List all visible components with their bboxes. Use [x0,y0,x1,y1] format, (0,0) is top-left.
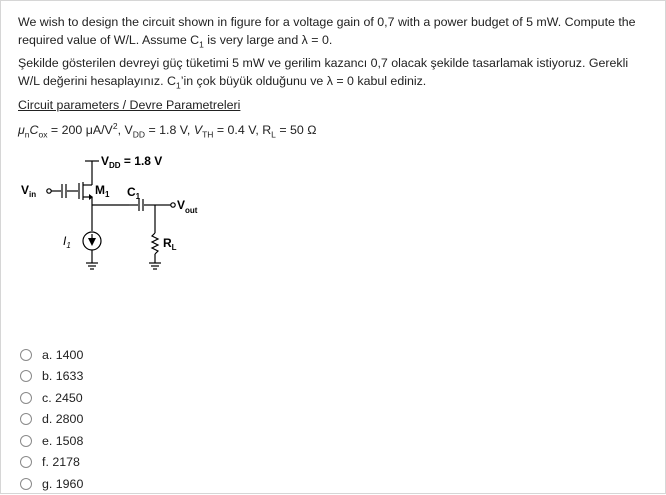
answer-option-a[interactable] [20,344,83,366]
svg-text:I1: $I_1$ [63,234,71,250]
svg-text:Vout: $V_{out}$ [177,198,198,215]
svg-text:M1: $M_1$ [95,183,110,199]
radio-button-icon[interactable] [20,435,32,447]
answer-option-f[interactable] [20,452,83,474]
radio-button-icon[interactable] [20,370,32,382]
question-text-english: We wish to design the circuit shown in figure for a voltage gain of 0,7 with a power budget of 5 mW. Compute the required value of W/L. Assume $C_1$ is very large and λ = 0. [18,15,636,50]
answer-option-g[interactable] [20,473,83,495]
answer-option-label: a. 1400 [42,347,84,362]
answer-option-e[interactable] [20,430,83,452]
answer-option-label: d. 2800 [42,412,84,427]
radio-button-icon[interactable] [20,413,32,425]
radio-button-icon[interactable] [20,478,32,490]
circuit-parameters: $\mu_nC_{ox} = 200$ $\mu A/V^2$, $V_{DD} = 1.8$ V, $V_{TH} = 0.4$ V, $R_L = 50$ Ω [18,121,317,140]
answer-option-d[interactable] [20,409,83,431]
answer-option-b[interactable] [20,366,83,388]
answer-option-label: g. 1960 [42,476,84,491]
answer-option-c[interactable] [20,387,83,409]
answer-options [20,344,83,495]
radio-button-icon[interactable] [20,456,32,468]
circuit-diagram [21,147,221,289]
answer-option-label: b. 1633 [42,369,84,384]
svg-text:VDD = 1.8 V: $V_{DD} = 1.8$ V [101,154,163,170]
svg-text:Vin: $V_{in}$ [21,183,37,199]
svg-text:RL: $R_L$ [163,236,177,252]
radio-button-icon[interactable] [20,349,32,361]
svg-text:C1: $C_1$ [127,185,141,201]
radio-button-icon[interactable] [20,392,32,404]
answer-option-label: c. 2450 [42,390,83,405]
answer-option-label: e. 1508 [42,433,84,448]
circuit-parameters-heading: Circuit parameters / Devre Parametreleri [18,98,241,112]
question-text-turkish: Şekilde gösterilen devreyi güç tüketimi 5 mW ve gerilim kazancı 0,7 olacak şekilde tasarlamak istiyoruz. Gerekli W/L değerini hesaplayınız. $C_1’in$ çok büyük olduğunu ve λ = 0 kabul ediniz. [18,56,629,91]
answer-option-label: f. 2178 [42,455,80,470]
